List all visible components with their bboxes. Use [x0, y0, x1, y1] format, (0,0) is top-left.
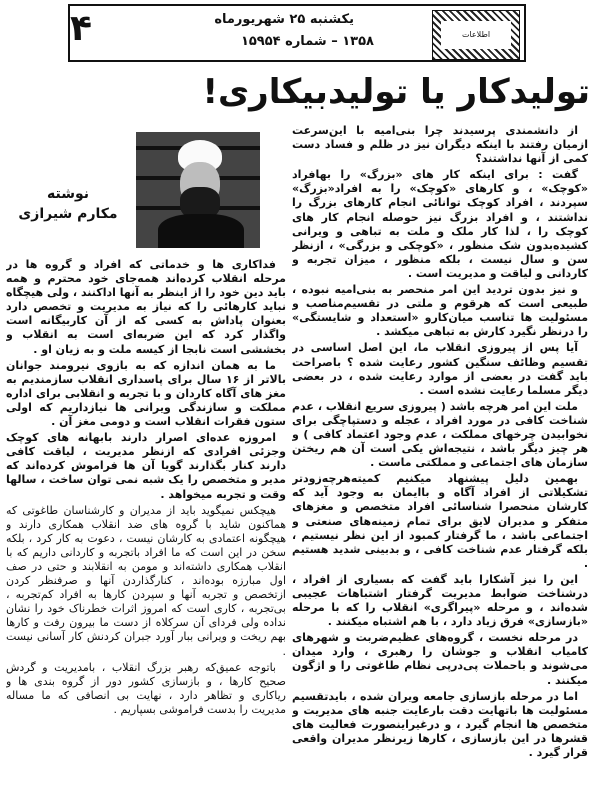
article-column-right: [292, 124, 588, 804]
paragraph: این را نیز آشکارا باید گفت که بسیاری از افراد ، درشناخت ضوابط مدیریت گرفتار اشتباهات عجیبی شده‌اند ، و مرحله «پیراگری» انقلاب را که با مرحله «بازسازی» فرق زیاد دارد ، با هم اشتباه میکنند .: [292, 572, 588, 629]
paragraph: امروزه عده‌ای اصرار دارند بابهانه های کوچک وجزئی افرادی که ازنظر مدیریت ، لیاقت کافی دارند کنار بگذارند گویا آن ها فراموش کرده‌اند که مدیر و متخصص را یک شبه نمی توان ساخت ، سالها وقت و تجربه میخواهد .: [6, 431, 286, 501]
paragraph: بهمین دلیل پیشنهاد میکنیم کمیته‌هرچه‌زودتر تشکیلاتی از افراد آگاه و باایمان به وجود آید که کارشان منحصرا شناسائی افراد متخصص و مغزهای متفکر و مدیران لایق برای تمام زمینه‌های صنعتی و اجتماعی باشد ، ما گرفتار کمبود از این نظر نیستیم ، بلکه گرفتار عدم شناخت کافی ، و بدبینی شدید هستیم .: [292, 472, 588, 570]
article-column-left: [6, 258, 286, 806]
paragraph: فداکاری ها و خدماتی که افراد و گروه ها در مرحله انقلاب کرده‌اند همه‌جای خود محترم و همه باید دین خود را از اینظر به آنها اداکنند ، ولی هیچگاه نباید کارهائی را که نیاز به مدیریت و تخصص دارد بعنوان پاداش به کسی که از آن کاربیگانه است واگذار کرد که این ضربه‌ای است به انقلاب و بخششی است نابجا از کیسه ملت و به زیان او .: [6, 258, 286, 356]
byline-label: نوشته: [46, 186, 89, 202]
issue-number: ۱۳۵۸ – شماره ۱۵۹۵۴: [240, 34, 374, 49]
paragraph: اما در مرحله بازسازی جامعه ویران شده ، بایدتقسیم مسئولیت ها باتهایت دقت بارعایت جنبه های مدیریت و متخصص ها انجام گیرد ، و درغیراینصورت فعالیت های قشرها در این بازسازی ، کارها زیرنظر مدیران واقعی قرار گیرد .: [292, 689, 588, 760]
paragraph: ملت این امر هرچه باشد ( پیروزی سریع انقلاب ، عدم شناخت کافی در مورد افراد ، عجله و دستپاچگی برای نخوابیدن چرخهای مملکت ، عدم وجود اعتماد کافی ) و هر چیز دیگر باشد ، نتیجه‌اش یکی است آن هم ریختن سازمان های اجتماعی و مملکتی ماست .: [292, 399, 588, 470]
paragraph: باتوجه عمیق‌که رهبر بزرگ انقلاب ، بامدیریت و گردش صحیح کارها ، و بازسازی کشور دور از گروه بندی ها و ریاکاری و تظاهر دارد ، نهایت بی انصافی که ما مساله مدیریت را بدست فراموشی بسپاریم .: [6, 660, 286, 716]
masthead: [68, 4, 526, 62]
issue-date: یکشنبه ۲۵ شهریورماه: [214, 12, 354, 27]
page-number: ۴: [70, 8, 92, 49]
paragraph: گفت : برای اینکه کار های «بزرگ» را بهافراد «کوچک» ، و کارهای «کوچک» را به افراد«بزرگ» سپردند ، افراد کوچک توانائی انجام کارهای بزرگ را نداشتند ، و افراد بزرگ نیز حوصله انجام کار های کوچک را ، لذا کار ملک و ملت به تباهی و ویرانی کشیده‌بدون شک منظور ، «کوچکی و بزرگی» ، ازنظر سن و سال نیست ، بلکه منظور ، میزان تجربه و کاردانی و لیاقت و مدیریت است .: [292, 168, 588, 280]
paragraph: ما به همان اندازه که به بازوی نیرومند جوانان بالاتر از ۱۶ سال برای پاسداری انقلاب سازمندیم به مغز های آگاه کاردان و با تجربه و انقلابی برای اداره مملکت و سازندگی ویرانی ها نیازداریم که اولی ستون فقرات انقلاب است و دومی مغز آن .: [6, 358, 286, 429]
article-headline: تولیدکار یا تولیدبیکاری!: [202, 72, 590, 112]
paragraph: آیا پس از پیروزی انقلاب ما، این اصل اساسی در تقسیم وظائف سنگین کشور رعایت شده ؟ باصراحت باید گفت در بعضی از موارد رعایت شده ، در بعضی دیگر مسلما رعایت نشده است .: [292, 341, 588, 397]
byline-author: مکارم شیرازی: [18, 206, 118, 222]
paragraph: و نیز بدون تردید این امر منحصر به بنی‌امیه نبوده ، طبیعی است که هرقوم و ملتی در تقسیم‌مناصب و مسئولیت ها تناسب میان‌کارو «استعداد و شایستگی» را درنظر نگیرد کارش به تباهی میکشد .: [292, 283, 588, 339]
paragraph: از دانشمندی پرسیدند چرا بنی‌امیه با این‌سرعت ازمیان رفتند با اینکه دیگران نیز در ظلم و فساد دست کمی از آنها نداشتند؟: [292, 124, 588, 166]
byline: [6, 186, 130, 222]
author-photo: [136, 132, 260, 248]
paragraph: در مرحله نخست ، گروه‌های عظیم‌ضربت و شهرهای کامیاب انقلاب و جوشان را رهبری ، وارد میدان می‌شوند و باحملات پی‌درپی نظام طاغوتی را و اژگون میکنند .: [292, 631, 588, 687]
paragraph: هیچکس نمیگوید باید از مدیران و کارشناسان طاغوتی که هماکنون شاید با گروه های ضد انقلاب همکاری دارند و هیچگونه اعتمادی به کارشان نیست ، دعوت به کار کرد ، بلکه سخن در این است که ما افراد باتجربه و کاردانی داریم که با انقلاب همکاری داشته‌اند و مومن به انقلابند و حتی در صف اول مبارزه بوده‌اند ، کنارگذاردن آنها و صرفنظر کردن ازتخصص و تجربه آنها و سپردن کارها به افراد کم‌تجربه ، بی‌تجربه ، کاری است که امروز اثرات خطرناک خود را نشان نداده ولی فردای آن سرکلاه از دست ما بیرون رفت و کارها بهم ریخت و ویرانی ببار آورد جبران کردنش کار آسانی نیست .: [6, 503, 286, 658]
newspaper-logo: [432, 10, 520, 60]
logo-text: اطلاعات: [441, 21, 511, 49]
